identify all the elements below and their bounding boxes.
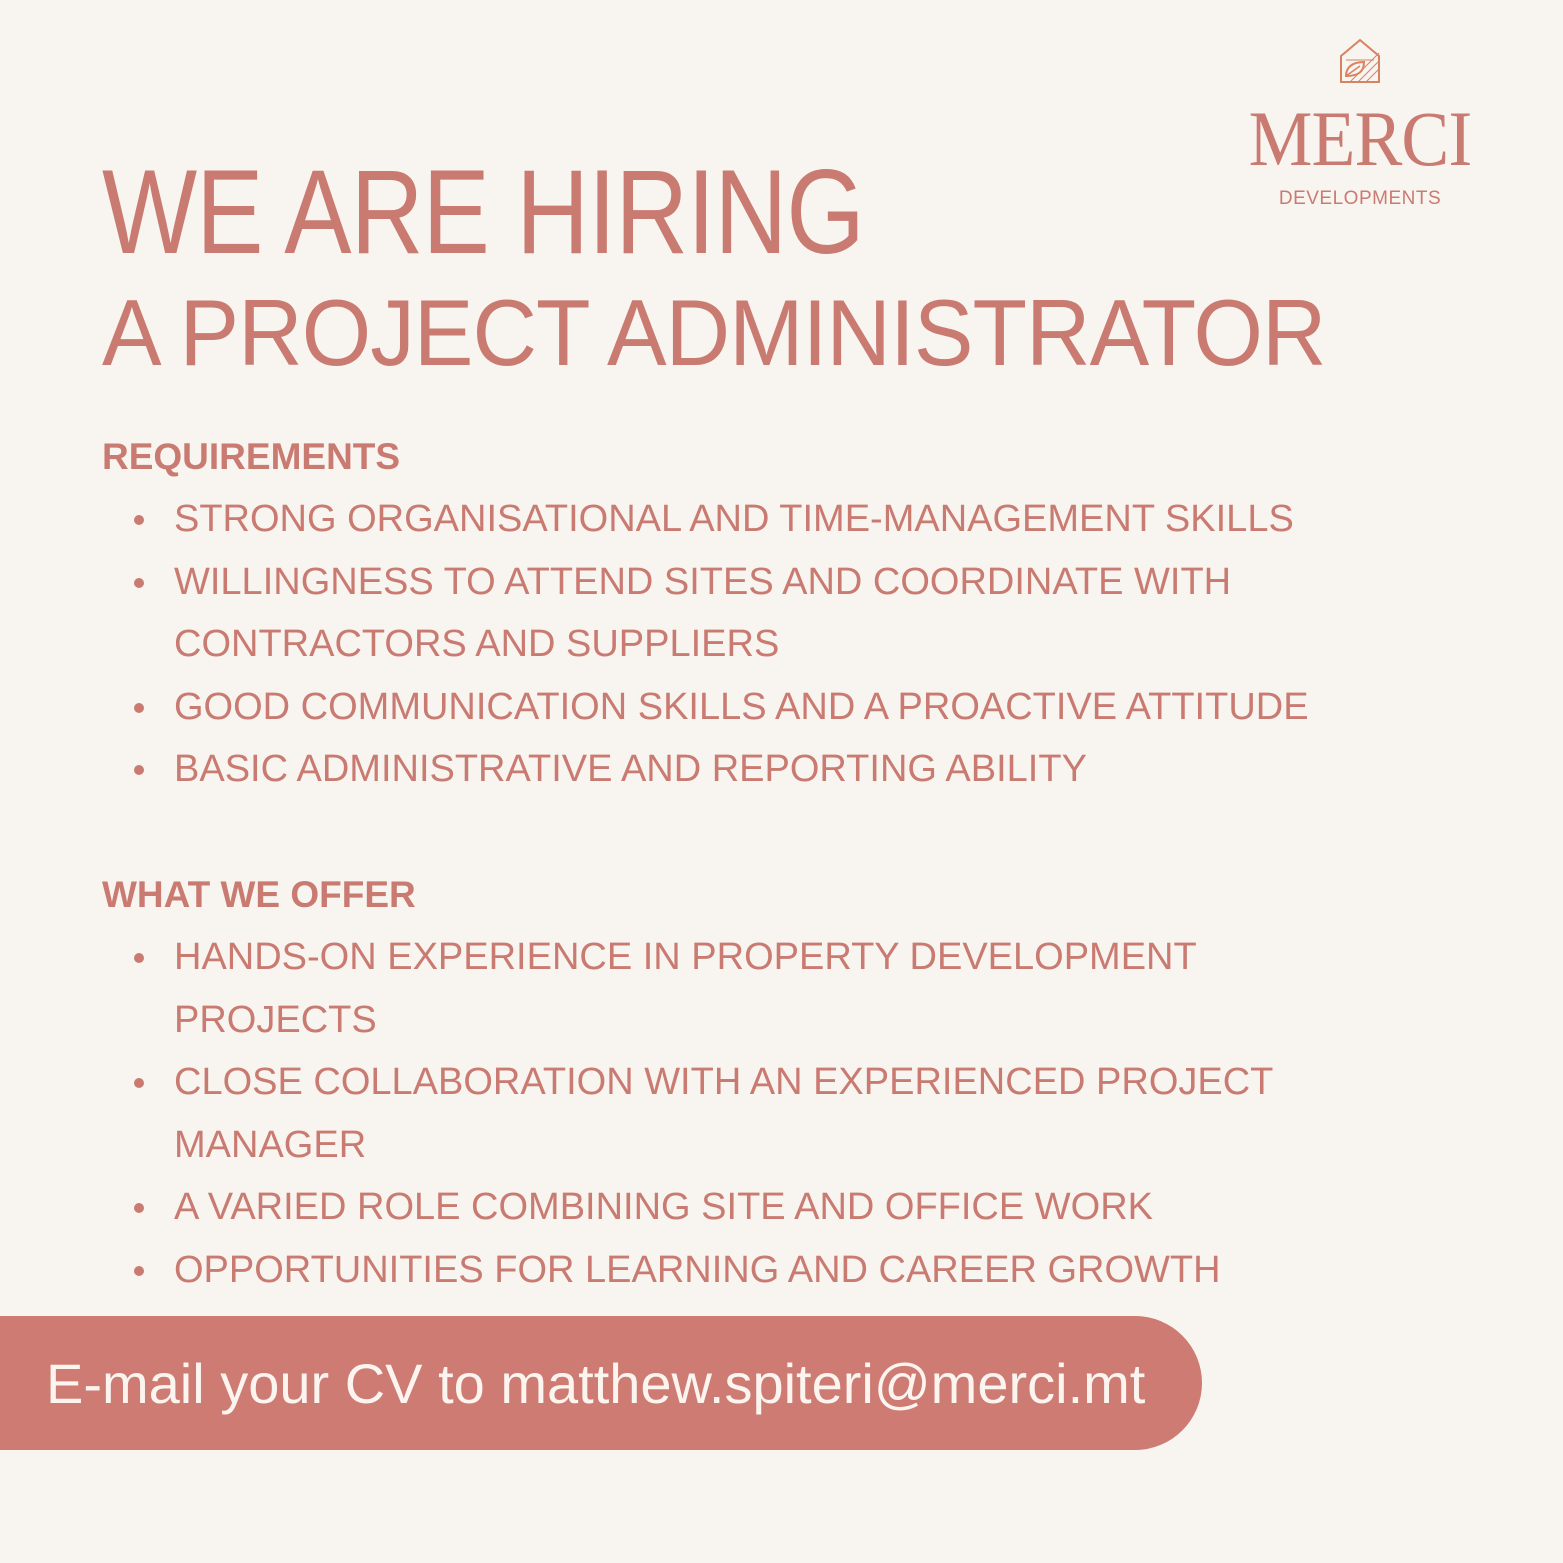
list-item-text: GOOD COMMUNICATION SKILLS AND A PROACTIVE ATTITUDE bbox=[174, 685, 1309, 728]
bullet-dot-icon bbox=[134, 765, 144, 775]
list-item-text: OPPORTUNITIES FOR LEARNING AND CAREER GROWTH bbox=[174, 1248, 1221, 1291]
list-item bbox=[102, 926, 1354, 1051]
requirements-list bbox=[102, 488, 1482, 801]
bullet-dot-icon bbox=[134, 515, 144, 525]
bullet-dot-icon bbox=[134, 1203, 144, 1213]
list-item bbox=[102, 551, 1354, 676]
logo-wordmark: MERCI bbox=[1248, 95, 1472, 182]
page-title bbox=[102, 145, 1390, 385]
list-item-text: WILLINGNESS TO ATTEND SITES AND COORDINATE WITH CONTRACTORS AND SUPPLIERS bbox=[174, 560, 1232, 665]
list-item-text: A VARIED ROLE COMBINING SITE AND OFFICE WORK bbox=[174, 1186, 1153, 1228]
requirements-title: REQUIREMENTS bbox=[102, 436, 401, 477]
list-item-text: BASIC ADMINISTRATIVE AND REPORTING ABILITY bbox=[174, 748, 1087, 790]
list-item bbox=[102, 738, 1354, 801]
list-item-text: CLOSE COLLABORATION WITH AN EXPERIENCED PROJECT MANAGER bbox=[174, 1061, 1273, 1166]
email-cta-banner[interactable] bbox=[0, 1316, 1202, 1450]
list-item-text: HANDS-ON EXPERIENCE IN PROPERTY DEVELOPMENT PROJECTS bbox=[174, 936, 1197, 1041]
list-item bbox=[102, 1051, 1354, 1176]
offer-section bbox=[102, 870, 1482, 1301]
bullet-dot-icon bbox=[134, 578, 144, 588]
bullet-dot-icon bbox=[134, 703, 144, 713]
house-leaf-icon bbox=[1338, 36, 1382, 84]
logo-subtitle: DEVELOPMENTS bbox=[1278, 188, 1442, 209]
requirements-section bbox=[102, 432, 1482, 801]
list-item bbox=[102, 488, 1354, 551]
list-item bbox=[102, 676, 1354, 739]
headline-line-2: A PROJECT ADMINISTRATOR bbox=[102, 280, 1326, 385]
list-item-text: STRONG ORGANISATIONAL AND TIME-MANAGEMENT SKILLS bbox=[174, 498, 1294, 540]
email-cta-text[interactable]: E-mail your CV to matthew.spiteri@merci.mt bbox=[46, 1351, 1146, 1415]
offer-title: WHAT WE OFFER bbox=[102, 874, 416, 915]
list-item bbox=[102, 1239, 1354, 1302]
headline-line-1: WE ARE HIRING bbox=[102, 145, 864, 279]
offer-list bbox=[102, 926, 1482, 1301]
bullet-dot-icon bbox=[134, 953, 144, 963]
list-item bbox=[102, 1176, 1354, 1239]
bullet-dot-icon bbox=[134, 1078, 144, 1088]
bullet-dot-icon bbox=[134, 1266, 144, 1276]
